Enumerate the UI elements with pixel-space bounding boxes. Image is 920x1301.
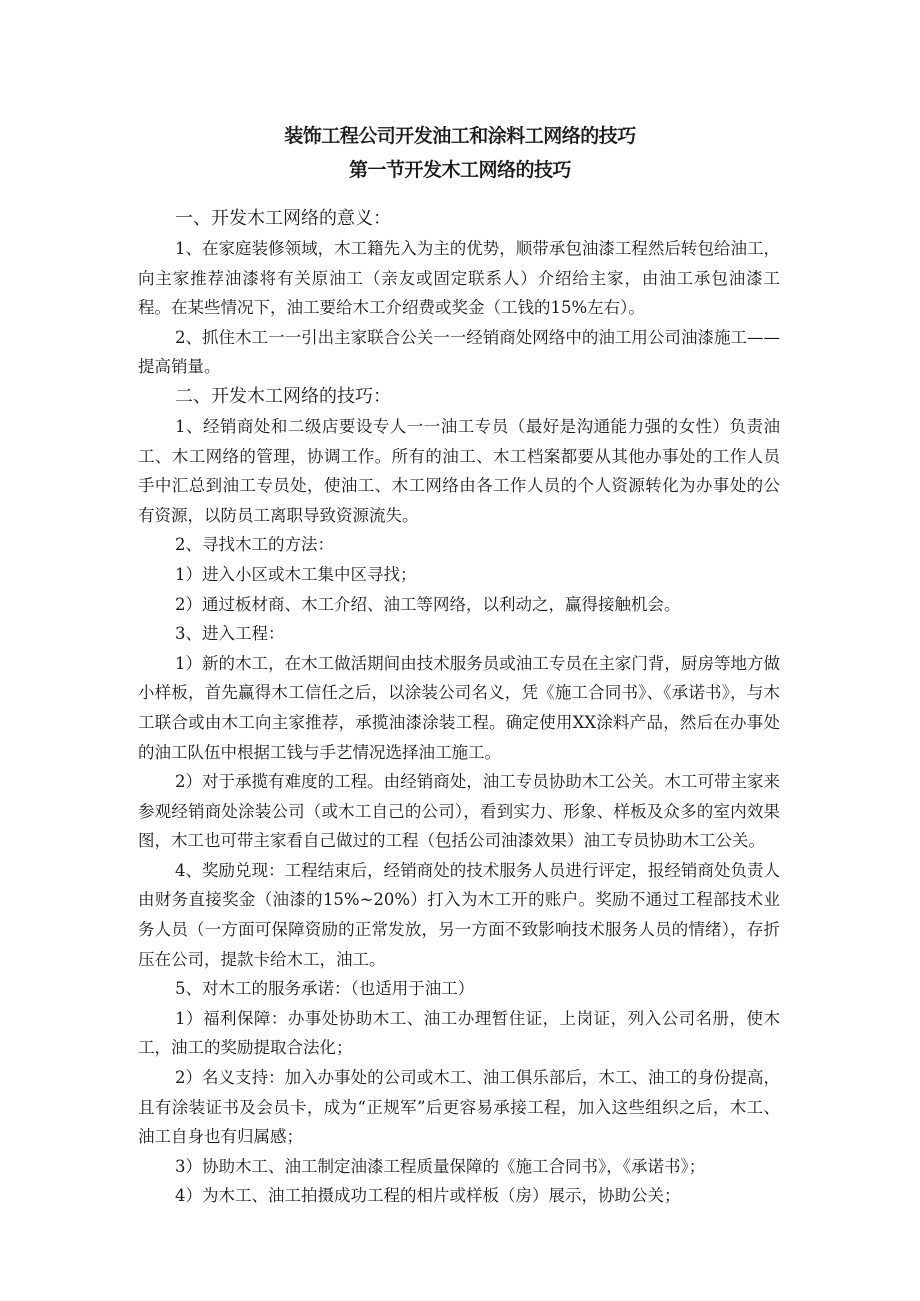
paragraph: 4）为木工、油工拍摄成功工程的相片或样板（房）展示，协助公关； <box>175 1186 681 1206</box>
paragraph: 1）新的木工，在木工做活期间由技术服务员或油工专员在主家门背，厨房等地方做小样板，首先赢得木工信任之后，以涂装公司名义，凭《施工合同书》、《承诺书》，与木工联合或由木工向主家推荐，承揽油漆涂装工程。确定使用XX涂料产品，然后在办事处的油工队伍中根据工钱与手艺情况选择油工施工。 <box>138 653 780 762</box>
paragraph: 3、进入工程： <box>175 624 285 644</box>
paragraph: 2）名义支持：加入办事处的公司或木工、油工俱乐部后，木工、油工的身份提高，且有涂装证书及会员卡，成为“正规军”后更容易承接工程，加入这些组织之后，木工、油工自身也有归属感； <box>138 1068 780 1147</box>
section-title: 第一节开发木工网络的技巧 <box>348 159 571 181</box>
paragraph: 4、奖励兑现：工程结束后，经销商处的技术服务人员进行评定，报经销商处负责人由财务直接奖金（油漆的15%~20%）打入为木工开的账户。奖励不通过工程部技术业务人员（一方面可保障资励的正常发放，另一方面不致影响技术服务人员的情绪），存折压在公司，提款卡给木工，油工。 <box>138 860 780 969</box>
paragraph: 1）福利保障：办事处协助木工、油工办理暂住证，上岗证，列入公司名册，使木工，油工的奖励提取合法化； <box>138 1008 780 1058</box>
document-title: 装饰工程公司开发油工和涂料工网络的技巧 <box>284 125 636 147</box>
heading-significance: 一、开发木工网络的意义： <box>175 208 391 229</box>
paragraph: 1、在家庭装修领域，木工籍先入为主的优势，顺带承包油漆工程然后转包给油工，向主家推荐油漆将有关原油工（亲友或固定联系人）介绍给主家，由油工承包油漆工程。在某些情况下，油工要给木工介绍费或奖金（工钱的15%左右）。 <box>138 239 780 318</box>
paragraph: 2）通过板材商、木工介绍、油工等网络，以利动之，赢得接触机会。 <box>175 594 681 614</box>
paragraph: 2、寻找木工的方法： <box>175 535 334 555</box>
paragraph: 2、抓住木工一一引出主家联合公关一一经销商处网络中的油工用公司油漆施工——提高销量。 <box>138 327 780 377</box>
heading-techniques: 二、开发木工网络的技巧： <box>175 385 391 407</box>
paragraph: 2）对于承揽有难度的工程。由经销商处，油工专员协助木工公关。木工可带主家来参观经销商处涂装公司（或木工自己的公司），看到实力、形象、样板及众多的室内效果图，木工也可带主家看自己做过的工程（包括公司油漆效果）油工专员协助木工公关。 <box>138 772 780 851</box>
document-body <box>138 204 780 1211</box>
paragraph: 5、对木工的服务承诺：（也适用于油工） <box>175 979 475 999</box>
paragraph: 1、经销商处和二级店要设专人一一油工专员（最好是沟通能力强的女性）负责油工、木工网络的管理，协调工作。所有的油工、木工档案都要从其他办事处的工作人员手中汇总到油工专员处，使油工、木工网络由各工作人员的个人资源转化为办事处的公有资源，以防员工离职导致资源流失。 <box>138 416 780 525</box>
paragraph: 3）协助木工、油工制定油漆工程质量保障的《施工合同书》，《承诺书》； <box>175 1156 706 1176</box>
paragraph: 1）进入小区或木工集中区寻找； <box>175 564 417 584</box>
